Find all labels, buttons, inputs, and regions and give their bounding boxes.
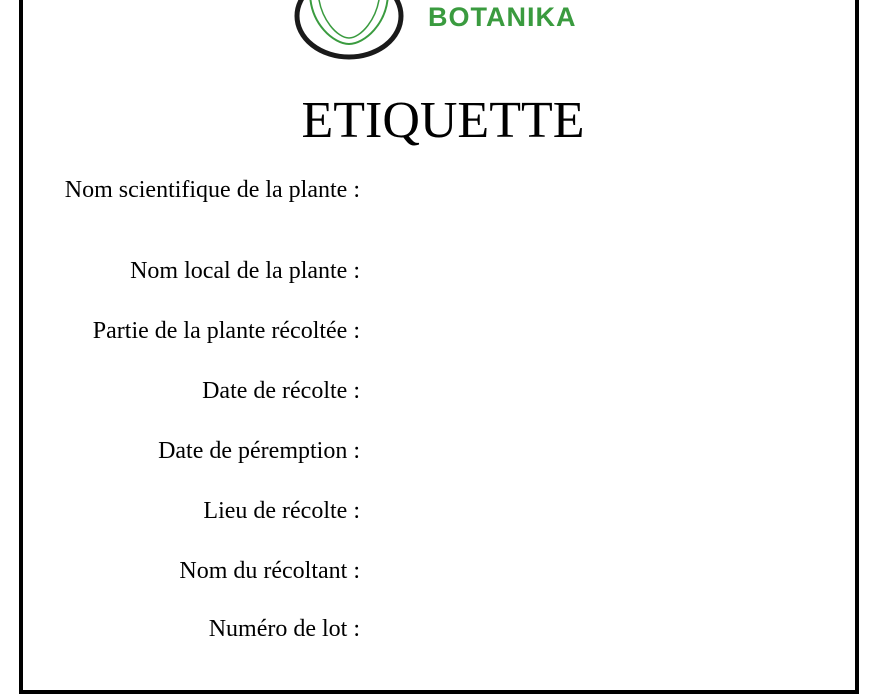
field-harvester-name-label: Nom du récoltant : <box>179 558 360 584</box>
field-local-name-label: Nom local de la plante : <box>130 258 360 284</box>
field-harvested-part-label: Partie de la plante récoltée : <box>92 318 360 344</box>
field-harvest-location-label: Lieu de récolte : <box>203 498 360 524</box>
field-harvest-date-label: Date de récolte : <box>202 378 360 404</box>
brand-name: BOTANIKA <box>428 2 577 32</box>
botanika-logo-icon <box>290 0 410 66</box>
field-expiry-date-label: Date de péremption : <box>158 438 360 464</box>
field-lot-number-label: Numéro de lot : <box>208 616 360 642</box>
page-title: ETIQUETTE <box>301 92 585 149</box>
field-scientific-name-label: Nom scientifique de la plante : <box>64 177 360 203</box>
